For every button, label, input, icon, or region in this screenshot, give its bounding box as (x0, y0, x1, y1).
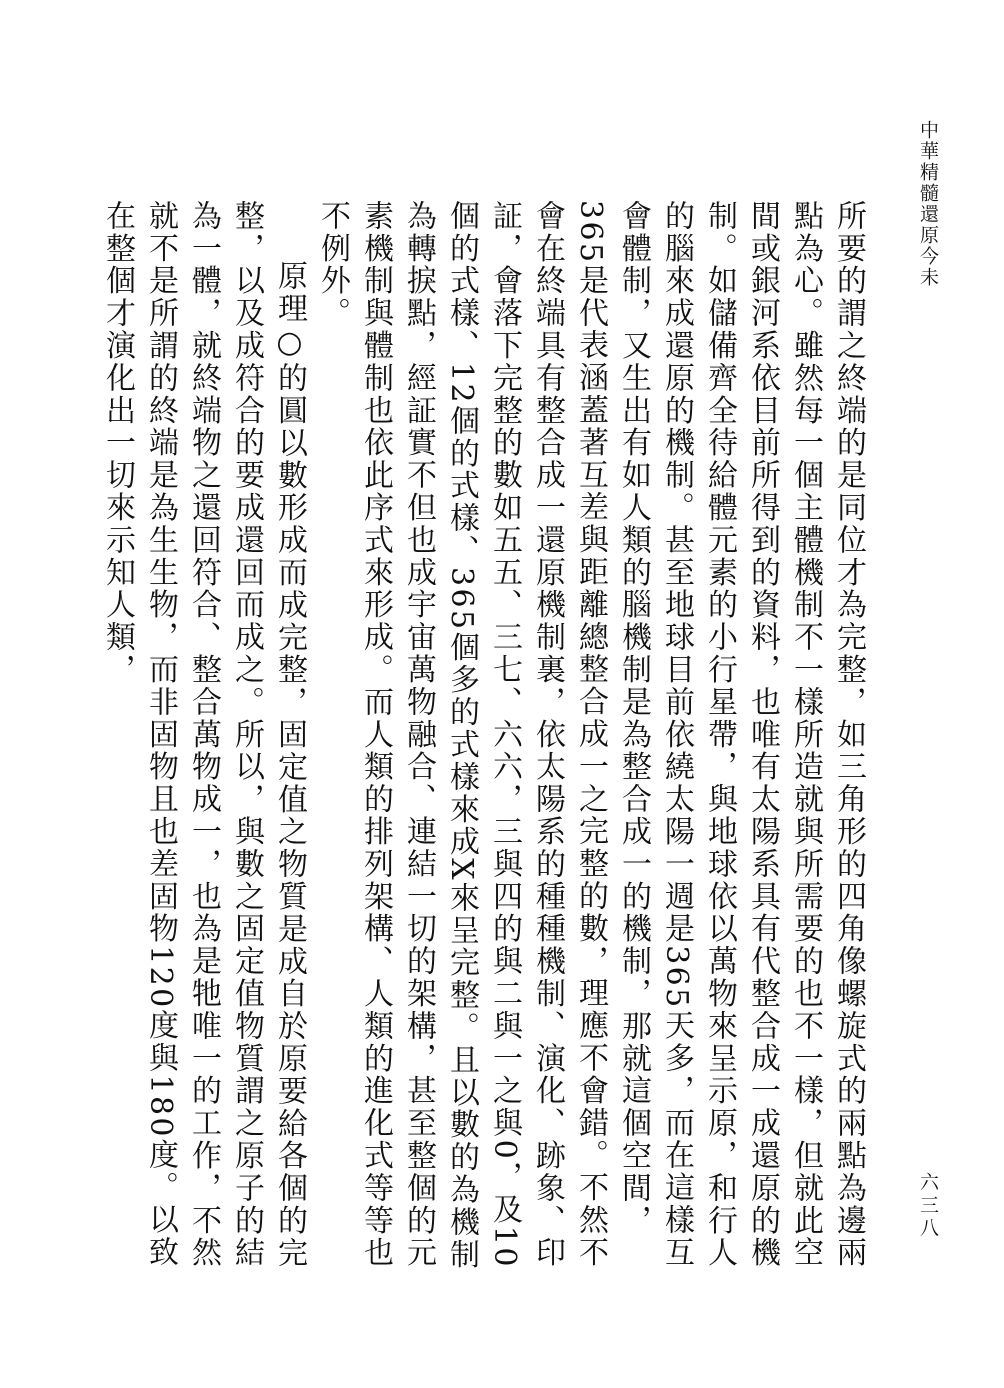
page-number: 六三八 (917, 1172, 939, 1241)
paragraph-2: 原理○的圓以數形成而成完整，固定值之物質是成自於原要給各個的完整，以及成符合的要成還回而成之。所以，與數之固定值物質謂之原子的結為一體，就終端物之還回符合、整合萬物成一，也為是牠唯一的工作，不然就不是所謂的終端是為生生物，而非固物且也差固物120度與180度。以致在整個才演化出一切來示知人類， (100, 200, 307, 1270)
running-title: 中華精髓還原今未 (917, 120, 939, 288)
body-text (53, 200, 870, 1290)
paragraph-1: 所要的謂之終端的是同位才為完整，如三角形的四角像螺旋式的兩點為邊兩點為心。雖然每一個主體機制不一樣所造就與所需要的也不一樣，但就此空間或銀河系依目前所得到的資料，也唯有太陽系具有代整合成一成還原的機制。如儲備齊全待給體元素的小行星帶，與地球依以萬物來呈示原，和行人的腦來成還原的機制。甚至地球目前依繞太陽一週是365天多，而在這樣互會體制，又生出有如人類的腦機制是為整合成一的機制，那就這個空間，365是代表涵蓋著互差與距離總整合成一之完整的數，理應不會錯。不然不會在終端具有整合成一還原機制裏，依太陽系的種種機制、演化、跡象、印証，會落下完整的數如五五、三七、六六，三與四的與二與一之與0，及10個的式樣、12個的式樣、365個多的式樣來成X來呈完整。且以數的為機制為轉捩點，經証實不但也成宇宙萬物融合、連結一切的架構，甚至整個的元素機制與體制也依此序式來形成。而人類的排列架構、人類的進化式等等也不例外。 (315, 200, 866, 1271)
